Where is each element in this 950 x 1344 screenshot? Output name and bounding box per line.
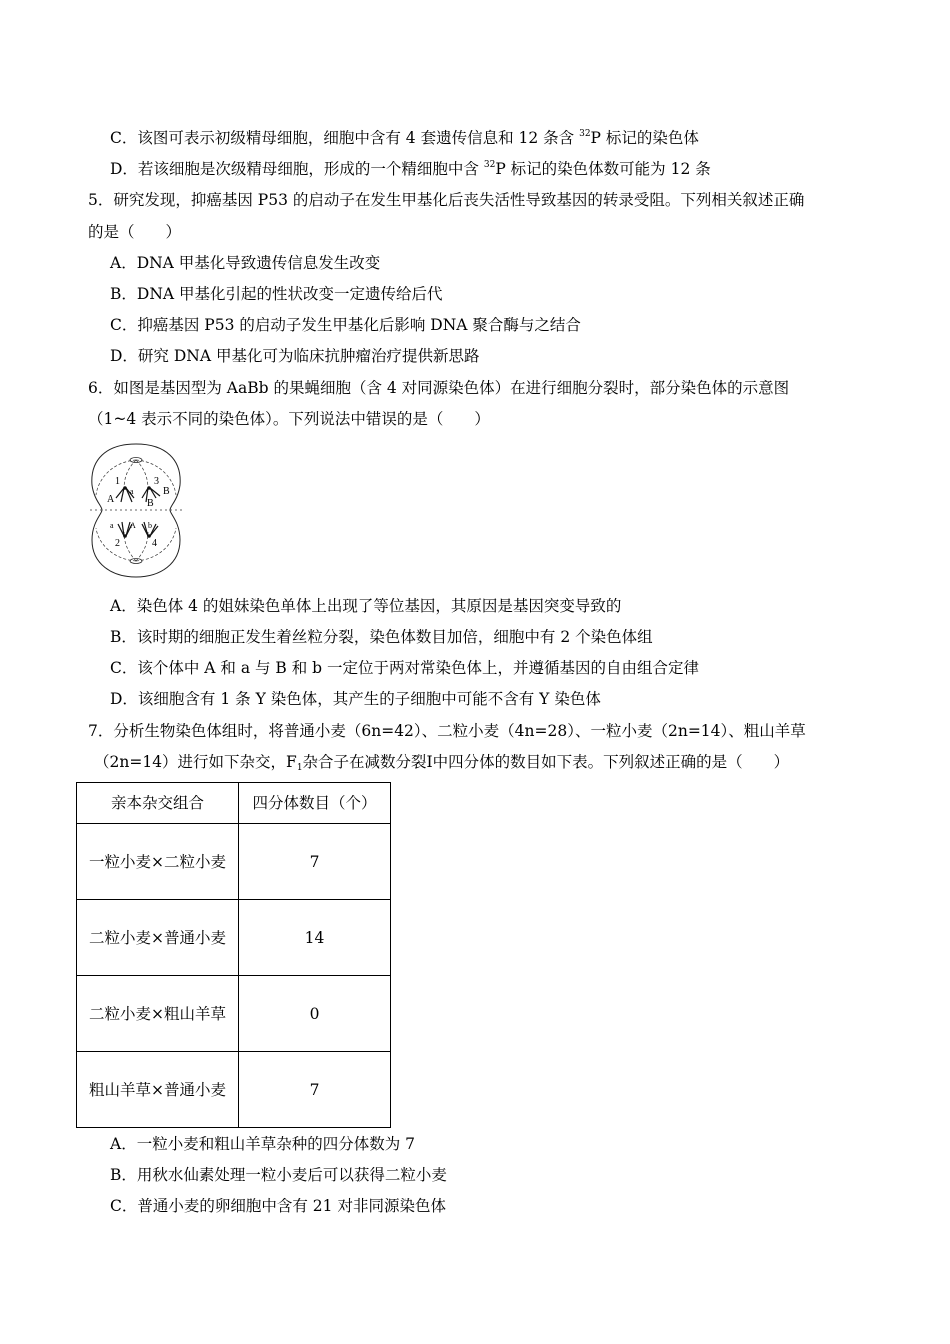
q4-option-c: C．该图可表示初级精母细胞，细胞中含有 4 套遗传信息和 12 条含 $^{32}$P 标记的染色体 (110, 129, 699, 147)
q6-stem-line2: （1~4 表示不同的染色体）。下列说法中错误的是（ ） (88, 410, 490, 428)
table-row (77, 900, 391, 976)
label-b: b (148, 521, 152, 530)
table-row (77, 1052, 391, 1128)
label-a-bottom: a (110, 521, 114, 530)
table-cell-cross: 二粒小麦×普通小麦 (89, 928, 226, 947)
label-A-bottom: A (130, 521, 136, 530)
table-row (77, 824, 391, 900)
label-A: A (107, 494, 115, 505)
q7-option-a: A．一粒小麦和粗山羊草杂种的四分体数为 7 (110, 1135, 415, 1153)
table-row (77, 976, 391, 1052)
table-header-cross: 亲本杂交组合 (77, 783, 239, 824)
q7-stem-line1: 7．分析生物染色体组时，将普通小麦（6n=42）、二粒小麦（4n=28）、一粒小麦（2n=14）、粗山羊草 (88, 722, 806, 740)
q6-option-d: D．该细胞含有 1 条 Y 染色体，其产生的子细胞中可能不含有 Y 染色体 (110, 690, 601, 708)
q5-option-d: D．研究 DNA 甲基化可为临床抗肿瘤治疗提供新思路 (110, 347, 480, 365)
table-header-count: 四分体数目（个） (239, 783, 391, 824)
q7-stem-line2: （2n=14）进行如下杂交，$F_1$杂合子在减数分裂Ⅰ中四分体的数目如下表。下列叙述正确的是（ ） (94, 753, 790, 773)
label-4: 4 (152, 538, 157, 549)
cell-division-figure (86, 440, 186, 580)
q4-option-d: D．若该细胞是次级精母细胞，形成的一个精细胞中含 $^{32}$P 标记的染色体数可能为 12 条 (110, 160, 711, 178)
q5-option-b: B．DNA 甲基化引起的性状改变一定遗传给后代 (110, 285, 443, 303)
tetrad-count-table (76, 782, 391, 1128)
table-header-row (77, 783, 391, 824)
label-B-top: B (163, 486, 170, 497)
label-2: 2 (115, 538, 120, 549)
q7-option-b: B．用秋水仙素处理一粒小麦后可以获得二粒小麦 (110, 1166, 447, 1184)
table-cell-count: 7 (239, 824, 391, 900)
q5-option-a: A．DNA 甲基化导致遗传信息发生改变 (110, 254, 381, 272)
q6-option-b: B．该时期的细胞正发生着丝粒分裂，染色体数目加倍，细胞中有 2 个染色体组 (110, 628, 653, 646)
table-cell-count: 7 (239, 1052, 391, 1128)
q6-stem-line1: 6．如图是基因型为 AaBb 的果蝇细胞（含 4 对同源染色体）在进行细胞分裂时，部分染色体的示意图 (88, 379, 790, 397)
q5-stem-line2: 的是（ ） (88, 223, 182, 241)
q6-option-a: A．染色体 4 的姐妹染色单体上出现了等位基因，其原因是基因突变导致的 (110, 597, 622, 615)
table-cell-count: 14 (239, 900, 391, 976)
label-a-top: a (130, 487, 134, 496)
table-cell-cross: 粗山羊草×普通小麦 (89, 1080, 226, 1099)
label-1: 1 (115, 476, 120, 487)
table-cell-cross: 一粒小麦×二粒小麦 (89, 852, 226, 871)
table-cell-cross: 二粒小麦×粗山羊草 (89, 1004, 226, 1023)
table-cell-count: 0 (239, 976, 391, 1052)
q5-stem-line1: 5．研究发现，抑癌基因 P53 的启动子在发生甲基化后丧失活性导致基因的转录受阻。下列相关叙述正确 (88, 191, 805, 209)
q6-option-c: C．该个体中 A 和 a 与 B 和 b 一定位于两对常染色体上，并遵循基因的自由组合定律 (110, 659, 700, 677)
q5-option-c: C．抑癌基因 P53 的启动子发生甲基化后影响 DNA 聚合酶与之结合 (110, 316, 581, 334)
label-3: 3 (154, 476, 159, 487)
q7-option-c: C．普通小麦的卵细胞中含有 21 对非同源染色体 (110, 1197, 446, 1215)
label-B-mid: B (147, 498, 154, 509)
